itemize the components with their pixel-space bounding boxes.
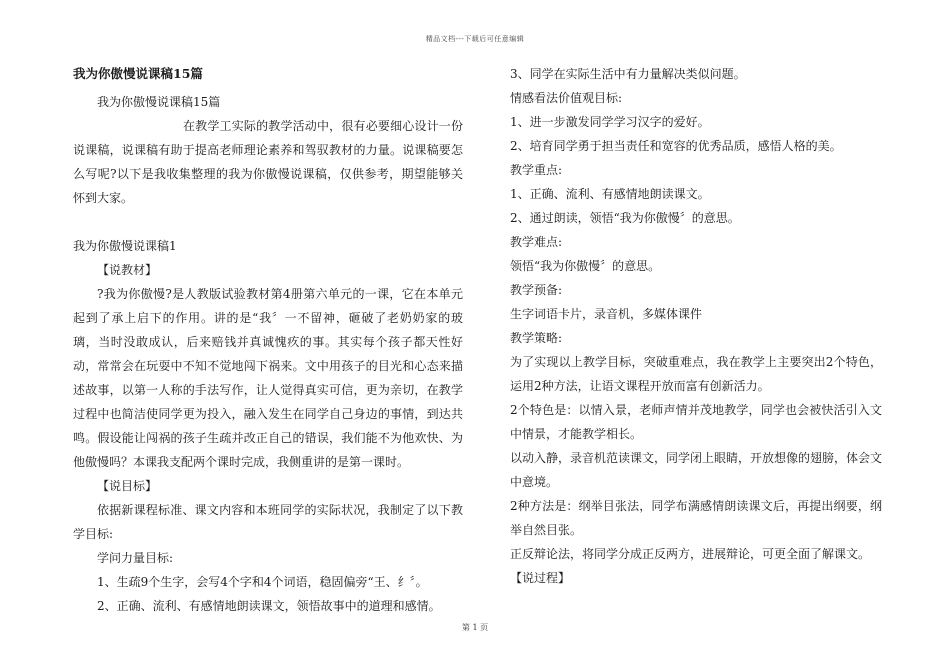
strategy-paragraph-4: 2种方法是：纲举目张法，同学布满感情朗读课文后，再提出纲要，纲举自然目张。 (510, 499, 882, 537)
page-header-note: 精品文档---下载后可任意编辑 (425, 35, 525, 43)
preparation-label: 教学预备: (510, 283, 563, 297)
spacer (73, 210, 463, 234)
goal-item-2: 2、正确、流利、有感情地朗读课文，领悟故事中的道理和感情。 (97, 599, 441, 613)
section-title: 我为你傲慢说课稿1 (73, 239, 177, 253)
goal-paragraph: 依据新课程标准、课文内容和本班同学的实际状况，我制定了以下教学目标: (73, 503, 463, 541)
strategy-paragraph-1: 为了实现以上教学目标，突破重难点，我在教学上主要突出2个特色，运用2种方法，让语文课程开放而富有创新活力。 (510, 355, 882, 393)
left-column (73, 62, 463, 618)
right-column (510, 62, 882, 590)
ability-goal-label: 学问力量目标: (97, 551, 174, 565)
strategy-paragraph-3: 以动入静，录音机范读课文，同学闭上眼睛，开放想像的翅膀，体会文中意境。 (510, 451, 883, 489)
page-number: 第 1 页 (461, 623, 489, 632)
emotion-goal-label: 情感看法价值观目标: (510, 91, 623, 105)
preparation-item: 生字词语卡片，录音机，多媒体课件 (510, 307, 703, 321)
heading-textbook: 【说教材】 (97, 263, 158, 277)
textbook-paragraph: ?我为你傲慢?是人教版试验教材第4册第六单元的一课，它在本单元起到了承上启下的作用。讲的是“我〞一不留神，砸破了老奶奶家的玻璃，当时没敢成认，后来赔钱并真诚愧疚的事。其实每个孩子都天性好动，常常会在玩耍中不知不觉地闯下祸来。文中用孩子的目光和心态来描述故事，以第一人称的手法写作，让人觉得真实可信，更为亲切，在教学过程中也简洁使同学更为投入，融入发生在同学自己身边的事情，到达共鸣。假设能让闯祸的孩子生疏并改正自己的错误，我们能不为他欢快、为他傲慢吗？本课我支配两个课时完成，我侧重讲的是第一课时。 (73, 287, 463, 469)
document-title: 我为你傲慢说课稿15篇 (73, 66, 203, 81)
difficulty-item: 领悟“我为你傲慢〞的意思。 (510, 259, 661, 273)
strategy-paragraph-2: 2个特色是：以情入景，老师声情并茂地教学，同学也会被快活引入文中情景，才能教学相长。 (510, 403, 882, 441)
goal-item-1: 1、生疏9个生字，会写4个字和4个词语，稳固偏旁“王、纟〞。 (97, 575, 428, 589)
key-points-label: 教学重点: (510, 163, 563, 177)
strategy-label: 教学策略: (510, 331, 563, 345)
intro-paragraph: 在教学工实际的教学活动中，很有必要细心设计一份说课稿，说课稿有助于提高老师理论素养和驾驭教材的力量。说课稿要怎么写呢?以下是我收集整理的我为你傲慢说课稿，仅供参考，期望能够关怀到大家。 (73, 119, 463, 205)
emotion-item-1: 1、进一步激发同学学习汉字的爱好。 (510, 115, 710, 129)
difficulty-label: 教学难点: (510, 235, 563, 249)
strategy-paragraph-5: 正反辩论法，将同学分成正反两方，进展辩论，可更全面了解课文。 (510, 547, 871, 561)
emotion-item-2: 2、培育同学勇于担当责任和宽容的优秀品质，感悟人格的美。 (510, 139, 842, 153)
key-point-2: 2、通过朗读，领悟“我为你傲慢〞的意思。 (510, 211, 740, 225)
document-subtitle: 我为你傲慢说课稿15篇 (97, 95, 221, 109)
key-point-1: 1、正确、流利、有感情地朗读课文。 (510, 187, 710, 201)
goal-item-3: 3、同学在实际生活中有力量解决类似问题。 (510, 67, 746, 81)
heading-goal: 【说目标】 (97, 479, 158, 493)
heading-process: 【说过程】 (510, 571, 571, 585)
